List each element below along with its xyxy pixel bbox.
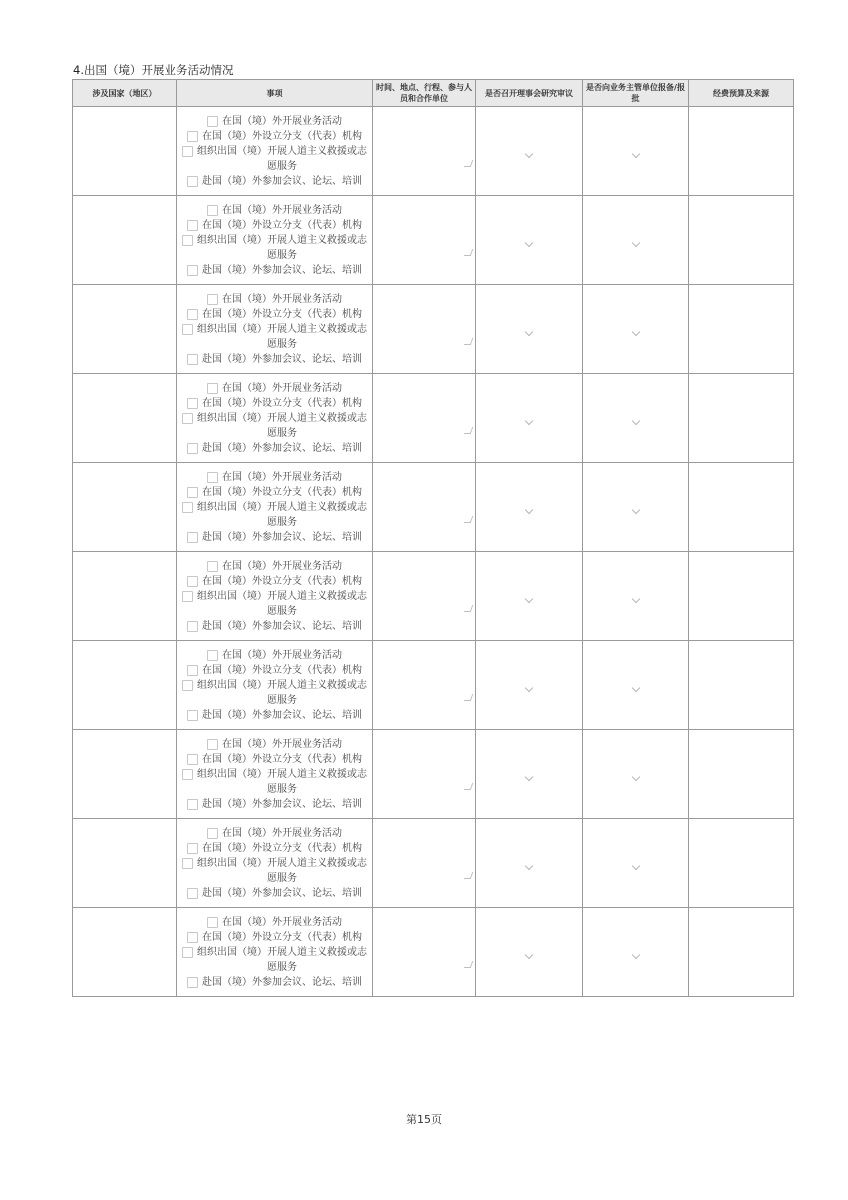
report-approval-select[interactable] bbox=[583, 641, 689, 730]
budget-source-cell[interactable] bbox=[689, 908, 794, 997]
chevron-down-icon bbox=[525, 861, 533, 869]
chevron-down-icon bbox=[631, 683, 639, 691]
table-row bbox=[73, 107, 794, 196]
board-review-select[interactable] bbox=[476, 285, 583, 374]
country-cell[interactable] bbox=[73, 730, 177, 819]
resize-handle-icon[interactable] bbox=[464, 516, 474, 523]
resize-handle-icon[interactable] bbox=[464, 605, 474, 612]
chevron-down-icon bbox=[631, 772, 639, 780]
checkbox-icon[interactable] bbox=[187, 665, 198, 676]
option-humanitarian-aid[interactable]: 组织出国（境）开展人道主义救援或志愿服务 bbox=[182, 144, 367, 174]
matter-cell bbox=[177, 908, 373, 997]
checkbox-icon[interactable] bbox=[187, 888, 198, 899]
option-overseas-business[interactable]: 在国（境）外开展业务活动 bbox=[207, 203, 342, 218]
board-review-select[interactable] bbox=[476, 374, 583, 463]
option-overseas-branch[interactable]: 在国（境）外设立分支（代表）机构 bbox=[187, 396, 362, 411]
report-approval-select[interactable] bbox=[583, 285, 689, 374]
checkbox-icon[interactable] bbox=[182, 235, 193, 246]
checkbox-icon[interactable] bbox=[207, 383, 218, 394]
option-overseas-business[interactable]: 在国（境）外开展业务活动 bbox=[207, 381, 342, 396]
option-overseas-branch[interactable]: 在国（境）外设立分支（代表）机构 bbox=[187, 485, 362, 500]
board-review-select[interactable] bbox=[476, 819, 583, 908]
option-overseas-branch[interactable]: 在国（境）外设立分支（代表）机构 bbox=[187, 574, 362, 589]
country-cell[interactable] bbox=[73, 641, 177, 730]
option-conference-training[interactable]: 赴国（境）外参加会议、论坛、培训 bbox=[187, 174, 362, 189]
board-review-select[interactable] bbox=[476, 463, 583, 552]
option-humanitarian-aid[interactable]: 组织出国（境）开展人道主义救援或志愿服务 bbox=[182, 678, 367, 708]
checkbox-icon[interactable] bbox=[207, 650, 218, 661]
option-overseas-business[interactable]: 在国（境）外开展业务活动 bbox=[207, 737, 342, 752]
checkbox-icon[interactable] bbox=[182, 769, 193, 780]
report-approval-select[interactable] bbox=[583, 196, 689, 285]
matter-cell bbox=[177, 374, 373, 463]
matter-cell bbox=[177, 819, 373, 908]
chevron-down-icon bbox=[525, 950, 533, 958]
checkbox-icon[interactable] bbox=[187, 710, 198, 721]
checkbox-icon[interactable] bbox=[187, 309, 198, 320]
checkbox-icon[interactable] bbox=[187, 220, 198, 231]
report-approval-select[interactable] bbox=[583, 908, 689, 997]
table-row bbox=[73, 730, 794, 819]
option-overseas-business[interactable]: 在国（境）外开展业务活动 bbox=[207, 559, 342, 574]
budget-source-cell[interactable] bbox=[689, 463, 794, 552]
header-report-approval: 是否向业务主管单位报备/报批 bbox=[583, 80, 689, 107]
board-review-select[interactable] bbox=[476, 908, 583, 997]
table-header-row bbox=[73, 80, 794, 107]
budget-source-cell[interactable] bbox=[689, 285, 794, 374]
checkbox-icon[interactable] bbox=[182, 591, 193, 602]
country-cell[interactable] bbox=[73, 552, 177, 641]
header-budget-source: 经费预算及来源 bbox=[689, 80, 794, 107]
table-row bbox=[73, 819, 794, 908]
option-overseas-business[interactable]: 在国（境）外开展业务活动 bbox=[207, 915, 342, 930]
option-conference-training[interactable]: 赴国（境）外参加会议、论坛、培训 bbox=[187, 975, 362, 990]
checkbox-icon[interactable] bbox=[187, 977, 198, 988]
option-overseas-branch[interactable]: 在国（境）外设立分支（代表）机构 bbox=[187, 663, 362, 678]
overseas-activities-table bbox=[72, 79, 794, 997]
option-humanitarian-aid[interactable]: 组织出国（境）开展人道主义救援或志愿服务 bbox=[182, 233, 367, 263]
checkbox-icon[interactable] bbox=[187, 131, 198, 142]
details-textarea[interactable] bbox=[373, 908, 476, 997]
details-textarea[interactable] bbox=[373, 463, 476, 552]
chevron-down-icon bbox=[525, 772, 533, 780]
option-conference-training[interactable]: 赴国（境）外参加会议、论坛、培训 bbox=[187, 708, 362, 723]
report-approval-select[interactable] bbox=[583, 819, 689, 908]
header-board-review: 是否召开理事会研究审议 bbox=[476, 80, 583, 107]
checkbox-icon[interactable] bbox=[182, 858, 193, 869]
option-overseas-branch[interactable]: 在国（境）外设立分支（代表）机构 bbox=[187, 752, 362, 767]
matter-cell bbox=[177, 285, 373, 374]
option-humanitarian-aid[interactable]: 组织出国（境）开展人道主义救援或志愿服务 bbox=[182, 945, 367, 975]
checkbox-icon[interactable] bbox=[207, 472, 218, 483]
option-overseas-branch[interactable]: 在国（境）外设立分支（代表）机构 bbox=[187, 129, 362, 144]
option-humanitarian-aid[interactable]: 组织出国（境）开展人道主义救援或志愿服务 bbox=[182, 589, 367, 619]
option-humanitarian-aid[interactable]: 组织出国（境）开展人道主义救援或志愿服务 bbox=[182, 322, 367, 352]
option-humanitarian-aid[interactable]: 组织出国（境）开展人道主义救援或志愿服务 bbox=[182, 411, 367, 441]
checkbox-icon[interactable] bbox=[207, 917, 218, 928]
checkbox-icon[interactable] bbox=[207, 294, 218, 305]
resize-handle-icon[interactable] bbox=[464, 249, 474, 256]
chevron-down-icon bbox=[631, 594, 639, 602]
matter-cell bbox=[177, 730, 373, 819]
matter-cell bbox=[177, 196, 373, 285]
report-approval-select[interactable] bbox=[583, 730, 689, 819]
checkbox-icon[interactable] bbox=[187, 176, 198, 187]
board-review-select[interactable] bbox=[476, 107, 583, 196]
checkbox-icon[interactable] bbox=[187, 354, 198, 365]
option-overseas-branch[interactable]: 在国（境）外设立分支（代表）机构 bbox=[187, 218, 362, 233]
option-overseas-business[interactable]: 在国（境）外开展业务活动 bbox=[207, 114, 342, 129]
chevron-down-icon bbox=[631, 861, 639, 869]
option-overseas-business[interactable]: 在国（境）外开展业务活动 bbox=[207, 292, 342, 307]
table-row bbox=[73, 641, 794, 730]
report-approval-select[interactable] bbox=[583, 552, 689, 641]
chevron-down-icon bbox=[525, 594, 533, 602]
budget-source-cell[interactable] bbox=[689, 730, 794, 819]
country-cell[interactable] bbox=[73, 285, 177, 374]
checkbox-icon[interactable] bbox=[207, 116, 218, 127]
checkbox-icon[interactable] bbox=[182, 324, 193, 335]
option-conference-training[interactable]: 赴国（境）外参加会议、论坛、培训 bbox=[187, 441, 362, 456]
checkbox-icon[interactable] bbox=[187, 621, 198, 632]
header-matter: 事项 bbox=[177, 80, 373, 107]
option-conference-training[interactable]: 赴国（境）外参加会议、论坛、培训 bbox=[187, 619, 362, 634]
table-row bbox=[73, 908, 794, 997]
details-textarea[interactable] bbox=[373, 374, 476, 463]
page-number: 第15页 bbox=[406, 1113, 442, 1126]
matter-cell bbox=[177, 463, 373, 552]
chevron-down-icon bbox=[525, 327, 533, 335]
chevron-down-icon bbox=[631, 950, 639, 958]
resize-handle-icon[interactable] bbox=[464, 783, 474, 790]
option-overseas-business[interactable]: 在国（境）外开展业务活动 bbox=[207, 648, 342, 663]
budget-source-cell[interactable] bbox=[689, 374, 794, 463]
chevron-down-icon bbox=[631, 505, 639, 513]
country-cell[interactable] bbox=[73, 463, 177, 552]
chevron-down-icon bbox=[525, 683, 533, 691]
checkbox-icon[interactable] bbox=[187, 487, 198, 498]
matter-cell bbox=[177, 107, 373, 196]
report-approval-select[interactable] bbox=[583, 463, 689, 552]
header-details: 时间、地点、行程、参与人员和合作单位 bbox=[373, 80, 476, 107]
budget-source-cell[interactable] bbox=[689, 819, 794, 908]
header-country: 涉及国家（地区） bbox=[73, 80, 177, 107]
option-overseas-branch[interactable]: 在国（境）外设立分支（代表）机构 bbox=[187, 930, 362, 945]
country-cell[interactable] bbox=[73, 819, 177, 908]
option-overseas-business[interactable]: 在国（境）外开展业务活动 bbox=[207, 470, 342, 485]
checkbox-icon[interactable] bbox=[207, 205, 218, 216]
checkbox-icon[interactable] bbox=[187, 932, 198, 943]
board-review-select[interactable] bbox=[476, 552, 583, 641]
country-cell[interactable] bbox=[73, 908, 177, 997]
option-overseas-branch[interactable]: 在国（境）外设立分支（代表）机构 bbox=[187, 307, 362, 322]
matter-cell bbox=[177, 552, 373, 641]
checkbox-icon[interactable] bbox=[187, 754, 198, 765]
report-approval-select[interactable] bbox=[583, 107, 689, 196]
option-conference-training[interactable]: 赴国（境）外参加会议、论坛、培训 bbox=[187, 263, 362, 278]
table-row bbox=[73, 285, 794, 374]
chevron-down-icon bbox=[631, 238, 639, 246]
details-textarea[interactable] bbox=[373, 641, 476, 730]
table-row bbox=[73, 463, 794, 552]
checkbox-icon[interactable] bbox=[182, 146, 193, 157]
option-conference-training[interactable]: 赴国（境）外参加会议、论坛、培训 bbox=[187, 530, 362, 545]
country-cell[interactable] bbox=[73, 196, 177, 285]
resize-handle-icon[interactable] bbox=[464, 427, 474, 434]
checkbox-icon[interactable] bbox=[182, 413, 193, 424]
section-title: 4.出国（境）开展业务活动情况 bbox=[73, 63, 234, 77]
details-textarea[interactable] bbox=[373, 285, 476, 374]
details-textarea[interactable] bbox=[373, 107, 476, 196]
resize-handle-icon[interactable] bbox=[464, 961, 474, 968]
checkbox-icon[interactable] bbox=[182, 502, 193, 513]
table-row bbox=[73, 374, 794, 463]
checkbox-icon[interactable] bbox=[207, 739, 218, 750]
report-approval-select[interactable] bbox=[583, 374, 689, 463]
chevron-down-icon bbox=[525, 238, 533, 246]
option-conference-training[interactable]: 赴国（境）外参加会议、论坛、培训 bbox=[187, 886, 362, 901]
chevron-down-icon bbox=[631, 149, 639, 157]
checkbox-icon[interactable] bbox=[187, 398, 198, 409]
checkbox-icon[interactable] bbox=[187, 443, 198, 454]
checkbox-icon[interactable] bbox=[187, 843, 198, 854]
details-textarea[interactable] bbox=[373, 730, 476, 819]
budget-source-cell[interactable] bbox=[689, 552, 794, 641]
checkbox-icon[interactable] bbox=[182, 947, 193, 958]
budget-source-cell[interactable] bbox=[689, 641, 794, 730]
chevron-down-icon bbox=[525, 416, 533, 424]
board-review-select[interactable] bbox=[476, 730, 583, 819]
budget-source-cell[interactable] bbox=[689, 107, 794, 196]
details-textarea[interactable] bbox=[373, 196, 476, 285]
resize-handle-icon[interactable] bbox=[464, 872, 474, 879]
table-row bbox=[73, 552, 794, 641]
board-review-select[interactable] bbox=[476, 641, 583, 730]
matter-cell bbox=[177, 641, 373, 730]
chevron-down-icon bbox=[525, 149, 533, 157]
budget-source-cell[interactable] bbox=[689, 196, 794, 285]
checkbox-icon[interactable] bbox=[187, 799, 198, 810]
chevron-down-icon bbox=[631, 416, 639, 424]
country-cell[interactable] bbox=[73, 374, 177, 463]
table-row bbox=[73, 196, 794, 285]
option-humanitarian-aid[interactable]: 组织出国（境）开展人道主义救援或志愿服务 bbox=[182, 500, 367, 530]
resize-handle-icon[interactable] bbox=[464, 694, 474, 701]
option-overseas-business[interactable]: 在国（境）外开展业务活动 bbox=[207, 826, 342, 841]
checkbox-icon[interactable] bbox=[207, 828, 218, 839]
checkbox-icon[interactable] bbox=[187, 265, 198, 276]
checkbox-icon[interactable] bbox=[207, 561, 218, 572]
option-humanitarian-aid[interactable]: 组织出国（境）开展人道主义救援或志愿服务 bbox=[182, 767, 367, 797]
resize-handle-icon[interactable] bbox=[464, 338, 474, 345]
option-humanitarian-aid[interactable]: 组织出国（境）开展人道主义救援或志愿服务 bbox=[182, 856, 367, 886]
details-textarea[interactable] bbox=[373, 819, 476, 908]
details-textarea[interactable] bbox=[373, 552, 476, 641]
chevron-down-icon bbox=[631, 327, 639, 335]
board-review-select[interactable] bbox=[476, 196, 583, 285]
checkbox-icon[interactable] bbox=[187, 576, 198, 587]
checkbox-icon[interactable] bbox=[187, 532, 198, 543]
resize-handle-icon[interactable] bbox=[464, 160, 474, 167]
option-overseas-branch[interactable]: 在国（境）外设立分支（代表）机构 bbox=[187, 841, 362, 856]
option-conference-training[interactable]: 赴国（境）外参加会议、论坛、培训 bbox=[187, 352, 362, 367]
checkbox-icon[interactable] bbox=[182, 680, 193, 691]
country-cell[interactable] bbox=[73, 107, 177, 196]
chevron-down-icon bbox=[525, 505, 533, 513]
option-conference-training[interactable]: 赴国（境）外参加会议、论坛、培训 bbox=[187, 797, 362, 812]
